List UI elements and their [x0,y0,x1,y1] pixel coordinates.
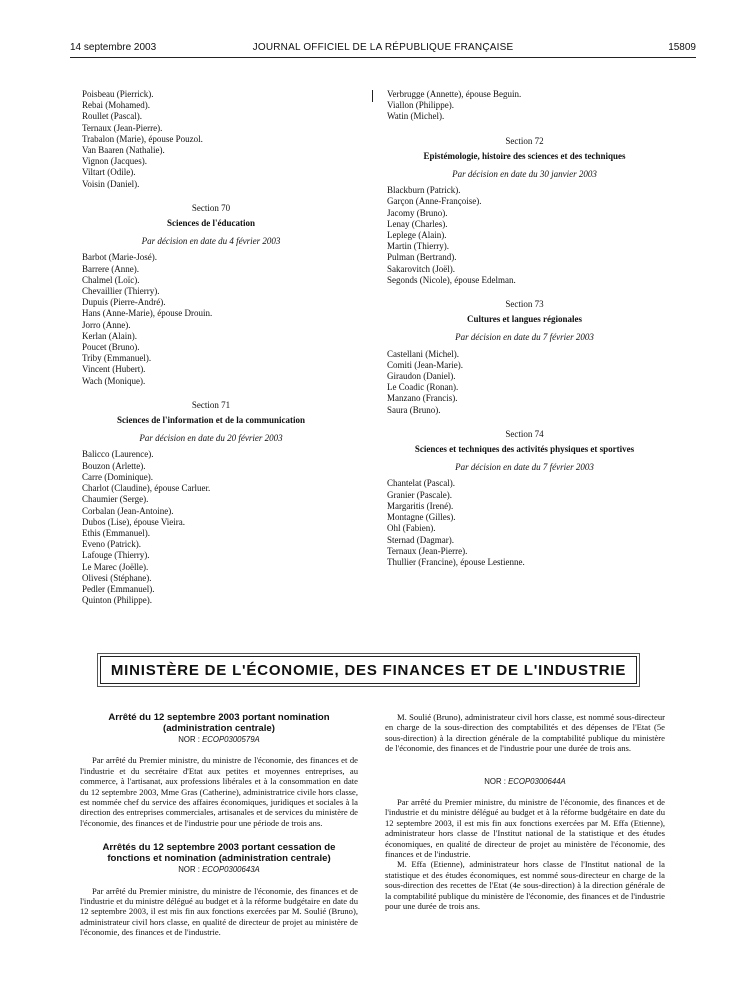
nor-label: NOR : [178,735,203,744]
list-item: Vignon (Jacques). [82,156,147,167]
list-item: Quinton (Philippe). [82,595,152,606]
header-date: 14 septembre 2003 [70,42,157,53]
list-item: Carre (Dominique). [82,471,153,482]
list-item: Dupuis (Pierre-André). [82,297,166,308]
name-list-section-73 [387,349,662,416]
list-item: Wach (Monique). [82,375,146,386]
name-list-section-70 [82,252,340,386]
nor-code: ECOP0300579A [202,735,260,744]
list-item: Comiti (Jean-Marie). [387,359,463,370]
list-item: Castellani (Michel). [387,348,459,359]
name-list-section-71 [82,449,340,606]
name-list-section-72 [387,185,662,286]
page-header [70,42,696,56]
list-item: Giraudon (Daniel). [387,371,456,382]
section-title: Sciences et techniques des activités physiques et sportives [414,444,635,455]
list-item: Segonds (Nicole), épouse Edelman. [387,274,516,285]
nor-code: ECOP0300644A [508,776,566,786]
list-item: Thullier (Francine), épouse Lestienne. [387,556,525,567]
ministry-banner: MINISTÈRE DE L'ÉCONOMIE, DES FINANCES ET DE L'INDUSTRIE [100,656,637,684]
arrete-paragraph: M. Effa (Etienne), administrateur hors classe de l'Institut national de la statistique et des études économiques, est nommé sous-directeur en charge de la sous-direction des recettes de l'Etat (4e sous-direction) à la direction générale de la comptabilité publique du ministère de l'économie, des finances et de l'industrie pour une durée de trois ans. [385,859,665,912]
list-item: Garçon (Anne-Françoise). [387,196,482,207]
list-item: Chalmel (Loïc). [82,274,140,285]
list-item: Voisin (Daniel). [82,178,140,189]
arretes-right-column [385,712,665,912]
list-item: Vincent (Hubert). [82,364,146,375]
list-item: Van Baaren (Nathalie). [82,145,165,156]
list-item: Martin (Thierry). [387,241,449,252]
section-number: Section 71 [191,399,231,410]
list-item: Chantelat (Pascal). [387,478,455,489]
list-item: Blackburn (Patrick). [387,185,461,196]
list-item: Leplege (Alain). [387,230,447,241]
right-column [387,89,662,568]
list-item: Jacomy (Bruno). [387,207,448,218]
journal-title: JOURNAL OFFICIEL DE LA RÉPUBLIQUE FRANÇAISE [252,42,514,53]
list-item: Le Marec (Joëlle). [82,561,149,572]
list-item: Ethis (Emmanuel). [82,527,150,538]
name-list-top-right [387,89,662,123]
section-title: Epistémologie, histoire des sciences et des techniques [423,150,626,161]
list-item: Le Coadic (Ronan). [387,382,459,393]
list-item: Dubos (Lise), épouse Vieira. [82,516,186,527]
nor-reference [80,735,358,745]
decision-line: Par décision en date du 7 février 2003 [455,462,594,473]
arrete-title: Arrêté du 12 septembre 2003 portant nomination (administration centrale) [108,712,330,734]
section-number: Section 70 [191,202,231,213]
section-title: Sciences de l'information et de la communication [117,415,305,426]
list-item: Pedler (Emmanuel). [82,583,155,594]
arrete-title: Arrêtés du 12 septembre 2003 portant cessation de fonctions et nomination (administration centrale) [102,842,336,865]
list-item: Chaumier (Serge). [82,494,149,505]
decision-line: Par décision en date du 30 janvier 2003 [452,169,597,180]
list-item: Ternaux (Jean-Pierre). [82,122,163,133]
nor-label: NOR : [484,776,509,786]
list-item: Viallon (Philippe). [387,100,454,111]
list-item: Corbalan (Jean-Antoine). [82,505,174,516]
decision-line: Par décision en date du 7 février 2003 [455,332,594,343]
list-item: Margaritis (Irené). [387,500,454,511]
nor-reference [80,865,358,875]
name-list-top-left [82,89,340,190]
list-item: Balicco (Laurence). [82,449,154,460]
arrete-paragraph: Par arrêté du Premier ministre, du ministre de l'économie, des finances et de l'industrie et du secrétaire d'Etat aux petites et moyennes entreprises, au commerce, à l'artisanat, aux professions libérales et à la consommation en date du 12 septembre 2003, Mme Gras (Catherine), administratrice civile hors classe, est nommée chef du service des affaires économiques, juridiques et sociales à la direction des entreprises commerciales, artisanales et de services du ministère de l'économie, des finances et de l'industrie pour une période de trois ans. [80,755,358,828]
list-item: Pulman (Bertrand). [387,252,457,263]
list-item: Lafouge (Thierry). [82,550,150,561]
section-number: Section 73 [505,299,544,310]
list-item: Granier (Pascale). [387,489,452,500]
list-item: Lenay (Charles). [387,218,448,229]
left-column [82,89,340,606]
list-item: Ternaux (Jean-Pierre). [387,545,468,556]
name-list-section-74 [387,478,662,568]
section-title: Sciences de l'éducation [167,218,255,229]
list-item: Poisbeau (Pierrick). [82,89,154,99]
nor-reference [385,777,665,787]
list-item: Manzano (Francis). [387,393,458,404]
nor-label: NOR : [178,865,203,875]
list-item: Poucet (Bruno). [82,342,140,353]
section-title: Cultures et langues régionales [466,314,583,325]
list-item: Saura (Bruno). [387,404,441,415]
list-item: Jorro (Anne). [82,319,131,330]
list-item: Verbrugge (Annette), épouse Beguin. [387,89,522,99]
list-item: Charlot (Claudine), épouse Carluer. [82,483,211,494]
header-rule [70,57,696,58]
section-number: Section 72 [505,135,544,146]
section-number: Section 74 [505,428,544,439]
page-number: 15809 [668,42,696,53]
list-item: Trabalon (Marie), épouse Pouzol. [82,133,203,144]
nor-code: ECOP0300643A [202,865,260,875]
decision-line: Par décision en date du 4 février 2003 [141,236,281,247]
list-item: Roullet (Pascal). [82,111,142,122]
list-item: Rebai (Mohamed). [82,100,150,111]
arretes-left-column [80,712,358,938]
list-item: Chevaillier (Thierry). [82,286,160,297]
arrete-paragraph: Par arrêté du Premier ministre, du ministre de l'économie, des finances et de l'industrie et du ministre délégué au budget et à la réforme budgétaire en date du 12 septembre 2003, il est mis fin aux fonctions exercées par M. Soulié (Bruno), administrateur civil hors classe, en qualité de directeur de projet au ministère de l'économie, des finances et de l'industrie. [80,885,358,938]
list-item: Viltart (Odile). [82,167,136,178]
list-item: Ohl (Fabien). [387,523,436,534]
list-item: Olivesi (Stéphane). [82,572,152,583]
list-item: Sternad (Dagmar). [387,534,454,545]
list-item: Watin (Michel). [387,111,445,122]
list-item: Kerlan (Alain). [82,330,137,341]
list-item: Eveno (Patrick). [82,539,141,550]
list-item: Triby (Emmanuel). [82,353,152,364]
list-item: Hans (Anne-Marie), épouse Drouin. [82,308,213,319]
decision-line: Par décision en date du 20 février 2003 [139,433,283,444]
arrete-paragraph: Par arrêté du Premier ministre, du ministre de l'économie, des finances et de l'industrie et du ministre délégué au budget et à la réforme budgétaire en date du 12 septembre 2003, il est mis fin aux fonctions exercées par M. Effa (Etienne), administrateur hors classe de l'Institut national de la statistique et des études économiques, en qualité de directeur de projet au ministère de l'économie, des finances et de l'industrie. [385,797,665,860]
column-divider [372,90,373,102]
list-item: Barbot (Marie-José). [82,252,157,263]
list-item: Montagne (Gilles). [387,512,456,523]
list-item: Sakarovitch (Joël). [387,263,455,274]
list-item: Bouzon (Arlette). [82,460,146,471]
arrete-paragraph: M. Soulié (Bruno), administrateur civil hors classe, est nommé sous-directeur en charge de la sous-direction des comptabilités et des dépenses de l'Etat (5e sous-direction) à la direction générale de la comptabilité publique du ministère de l'économie, des finances et de l'industrie pour une durée de trois ans. [385,712,665,754]
list-item: Barrere (Anne). [82,263,139,274]
